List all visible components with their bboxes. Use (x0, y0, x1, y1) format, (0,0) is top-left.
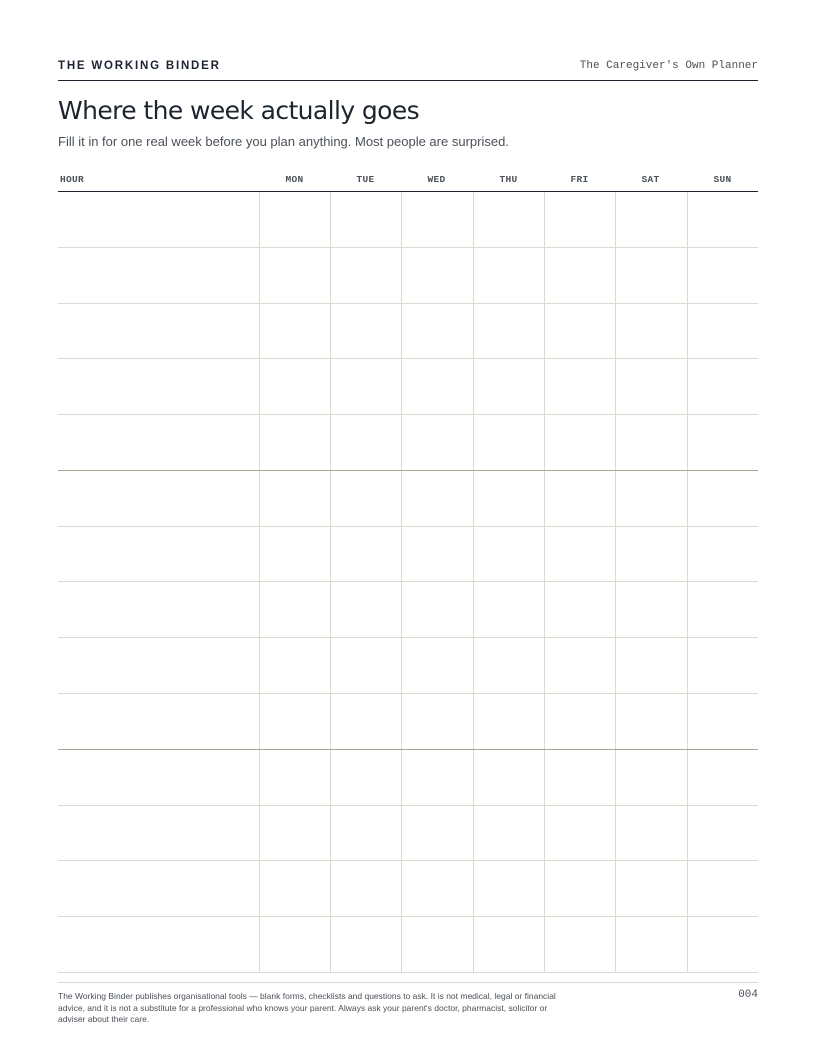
day-header-fri: FRI (570, 174, 589, 185)
hour-column-header: HOUR (60, 174, 85, 185)
day-header-thu: THU (499, 174, 518, 185)
footer-disclaimer: The Working Binder publishes organisational tools — blank forms, checklists and questions to ask. It is not medical, legal or financial advice, and it is not a substitute for a professional who knows your parent. Always ask your parent's doctor, pharmacist, solicitor or adviser about their care. (58, 991, 556, 1024)
week-grid (58, 192, 758, 973)
hour-row (58, 638, 758, 694)
hour-row (58, 806, 758, 862)
page-subtitle: Fill it in for one real week before you plan anything. Most people are surprised. (58, 134, 509, 149)
hour-row (58, 471, 758, 527)
planner-name: The Caregiver's Own Planner (579, 60, 758, 72)
planner-page (58, 0, 758, 1056)
hour-row (58, 750, 758, 806)
hour-row (58, 917, 758, 973)
hour-row (58, 583, 758, 639)
page-header (58, 58, 758, 81)
hour-row (58, 861, 758, 917)
hour-row (58, 694, 758, 750)
hour-row (58, 248, 758, 304)
hour-row (58, 359, 758, 415)
page-title: Where the week actually goes (58, 96, 420, 125)
day-header-sat: SAT (641, 174, 660, 185)
hour-row (58, 192, 758, 248)
day-header-wed: WED (427, 174, 446, 185)
page-number: 004 (738, 989, 758, 1001)
hour-row (58, 527, 758, 583)
day-header-sun: SUN (713, 174, 732, 185)
hour-row (58, 304, 758, 360)
brand-name: THE WORKING BINDER (58, 60, 221, 72)
day-header-mon: MON (285, 174, 304, 185)
hour-row (58, 415, 758, 471)
week-grid-header (58, 170, 758, 192)
day-header-tue: TUE (356, 174, 375, 185)
footer-divider (58, 982, 758, 983)
